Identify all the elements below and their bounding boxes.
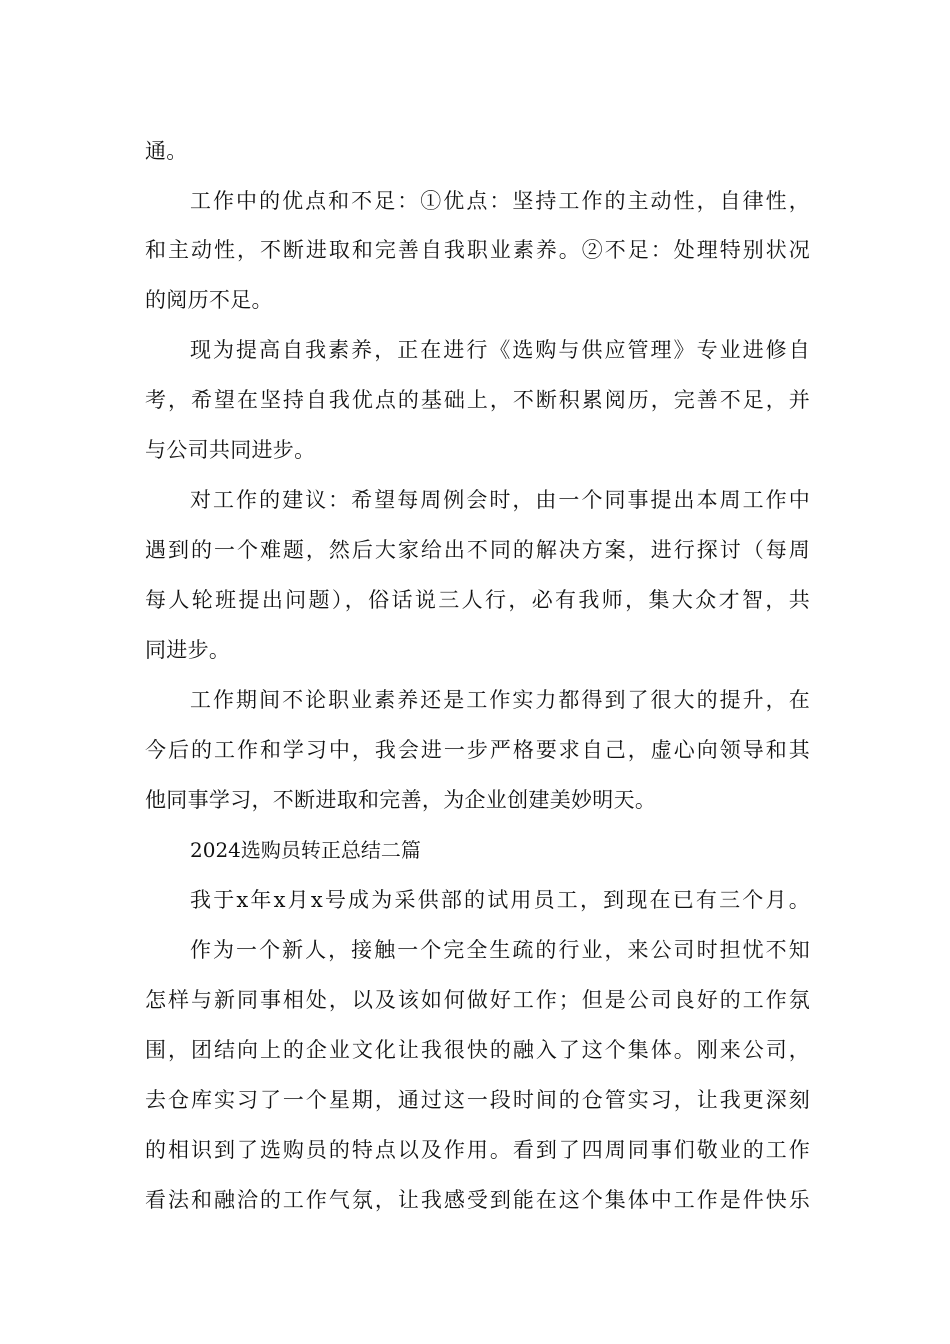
text-line: 工作期间不论职业素养还是工作实力都得到了很大的提升，在 — [190, 688, 810, 712]
text-line: 看法和融洽的工作气氛，让我感受到能在这个集体中工作是件快乐 — [145, 1188, 810, 1212]
text-line: 每人轮班提出问题），俗话说三人行，必有我师，集大众才智，共 — [145, 588, 810, 612]
text-line: 考，希望在坚持自我优点的基础上，不断积累阅历，完善不足，并 — [145, 388, 810, 412]
section-heading: 2024选购员转正总结二篇 — [190, 838, 421, 862]
text-line: 工作中的优点和不足：①优点：坚持工作的主动性，自律性， — [190, 189, 810, 213]
text-line: 我于x年x月x号成为采供部的试用员工，到现在已有三个月。 — [190, 888, 810, 912]
text-line: 对工作的建议：希望每周例会时，由一个同事提出本周工作中 — [190, 488, 810, 512]
text-line: 今后的工作和学习中，我会进一步严格要求自己，虚心向领导和其 — [145, 738, 810, 762]
text-line: 现为提高自我素养，正在进行《选购与供应管理》专业进修自 — [190, 338, 810, 362]
text-line: 遇到的一个难题，然后大家给出不同的解决方案，进行探讨（每周 — [145, 538, 810, 562]
text-line: 怎样与新同事相处，以及该如何做好工作；但是公司良好的工作氛 — [145, 988, 810, 1012]
text-line: 同进步。 — [145, 638, 231, 662]
text-line: 和主动性，不断进取和完善自我职业素养。②不足：处理特别状况 — [145, 238, 810, 262]
text-line: 的相识到了选购员的特点以及作用。看到了四周同事们敬业的工作 — [145, 1138, 810, 1162]
text-line: 围，团结向上的企业文化让我很快的融入了这个集体。刚来公司， — [145, 1038, 810, 1062]
text-line: 与公司共同进步。 — [145, 438, 316, 462]
text-line: 作为一个新人，接触一个完全生疏的行业，来公司时担忧不知 — [190, 938, 810, 962]
text-line: 通。 — [145, 139, 188, 163]
text-line: 去仓库实习了一个星期，通过这一段时间的仓管实习，让我更深刻 — [145, 1088, 810, 1112]
text-line: 他同事学习，不断进取和完善，为企业创建美妙明天。 — [145, 788, 657, 812]
text-line: 的阅历不足。 — [145, 288, 273, 312]
